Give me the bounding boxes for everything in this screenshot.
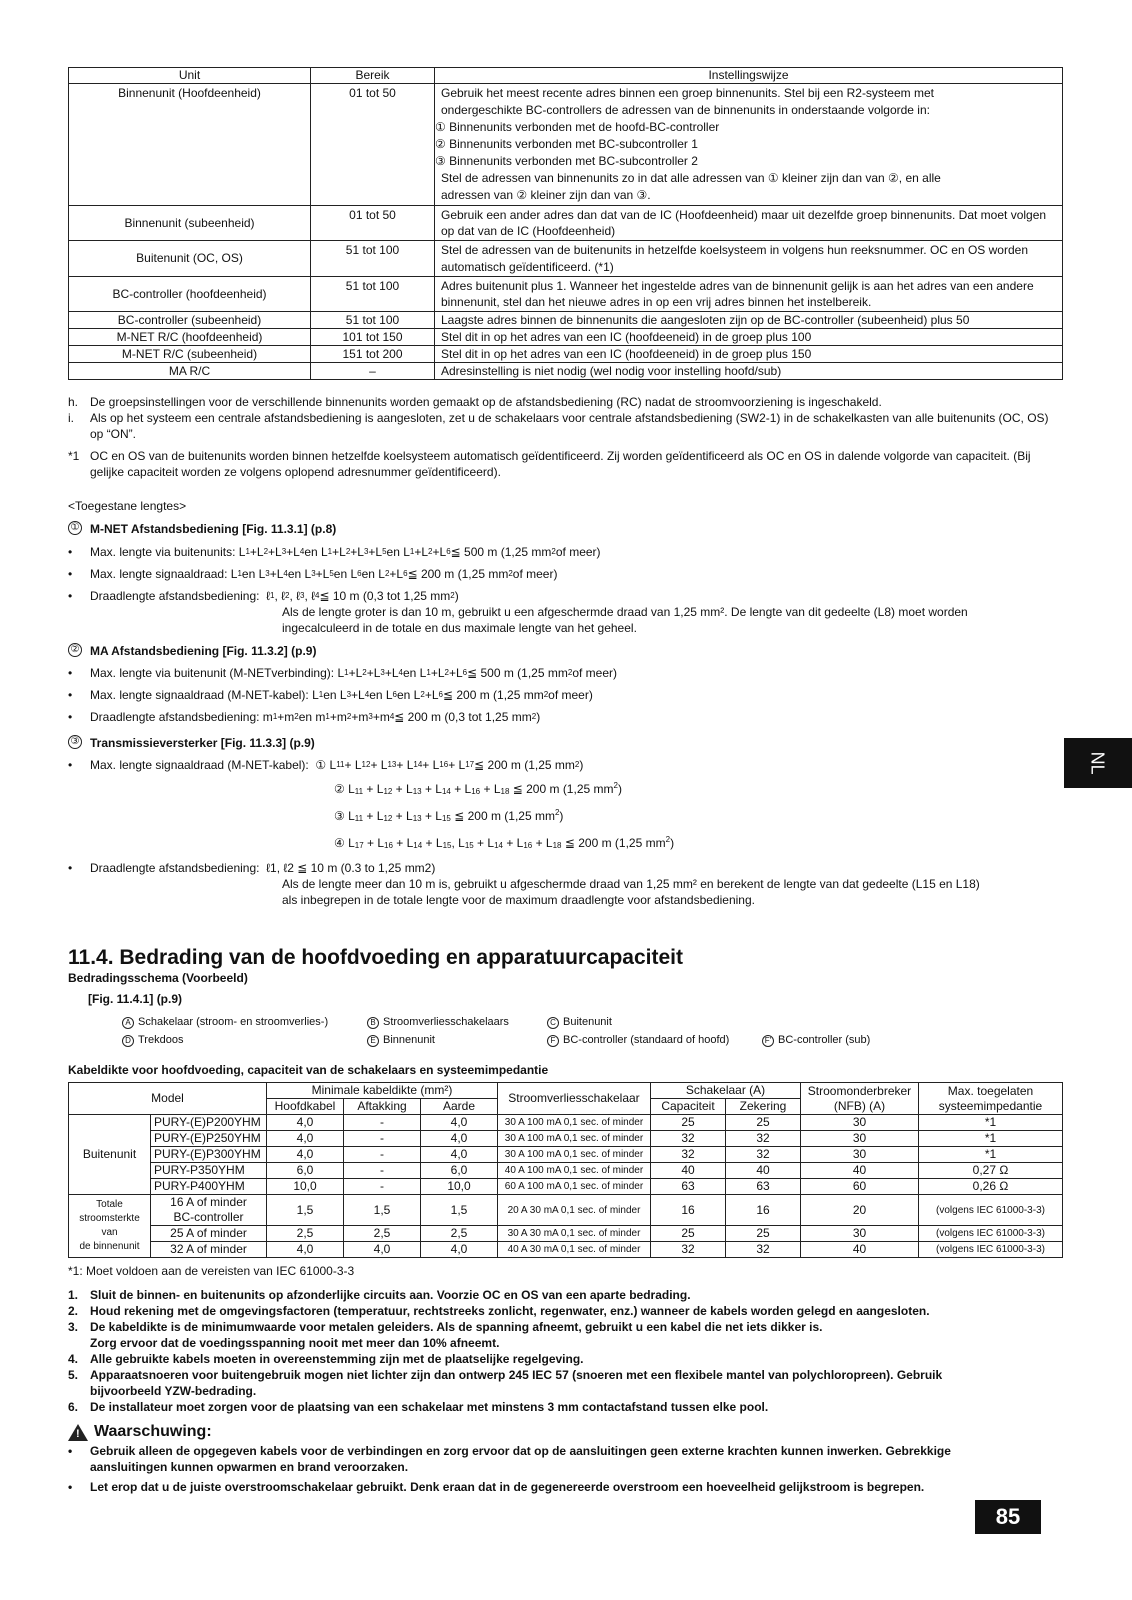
table-row: BC-controller (subeenheid) 51 tot 100 Laagste adres binnen de binnenunits die aangesloten zijn op de BC-controller (subeenheid) plus 50: [69, 312, 1063, 329]
table-row: PURY-P350YHM 6,0 - 6,0 40 A 100 mA 0,1 sec. of minder 40 40 40 0,27 Ω: [69, 1163, 1063, 1179]
table-row: 32 A of minder 4,0 4,0 4,0 40 A 30 mA 0,1 sec. of minder 32 32 40 (volgens IEC 61000-3-3): [69, 1242, 1063, 1258]
cable-table-title: Kabeldikte voor hoofdvoeding, capaciteit van de schakelaars en systeemimpedantie: [68, 1062, 549, 1077]
table-row: Totale stroomsterkte van de binnenunit 16 A of minder BC-controller 1,5 1,5 1,5 20 A 30 mA 0,1 sec. of minder 16 16 20 (volgens IEC 61000-3-3): [69, 1195, 1063, 1226]
warning-heading: ! Waarschuwing:: [68, 1421, 1063, 1443]
lengths-title: <Toegestane lengtes>: [68, 499, 187, 514]
table-footnote: *1: Moet voldoen aan de vereisten van IEC 61000-3-3: [68, 1264, 355, 1279]
table-row: 25 A of minder 2,5 2,5 2,5 30 A 30 mA 0,1 sec. of minder 25 25 30 (volgens IEC 61000-3-3): [69, 1226, 1063, 1242]
table-row: M-NET R/C (subeenheid) 151 tot 200 Stel dit in op het adres van een IC (hoofdeeneid) in de groep plus 150: [69, 346, 1063, 363]
col-header-range: Bereik: [311, 68, 435, 84]
table-row: MA R/C – Adresinstelling is niet nodig (wel nodig voor instelling hoofd/sub): [69, 363, 1063, 380]
table-row: BC-controller (hoofdeenheid) 51 tot 100 Adres buitenunit plus 1. Wanneer het ingestelde adres van de binnenunit gelijk is aan het adres van een andere binnenunit, stel dan het nieuwe adres in op een vrij adres binnen het instelbereik.: [69, 276, 1063, 311]
col-header-unit: Unit: [69, 68, 311, 84]
warning-icon: [68, 1424, 88, 1441]
figure-ref: [Fig. 11.4.1] (p.9): [88, 992, 183, 1007]
table-row: PURY-(E)P300YHM 4,0 - 4,0 30 A 100 mA 0,1 sec. of minder 32 32 30 *1: [69, 1147, 1063, 1163]
address-table: [68, 67, 1063, 380]
col-header-method: Instellingswijze: [435, 68, 1063, 84]
warning-list: • Gebruik alleen de opgegeven kabels voor de verbindingen en zorg ervoor dat op de aansluitingen geen externe krachten kunnen inwerken. Gebrekkige aansluitingen kunnen opwarmen en brand veroorzaken. • Let erop dat u de juiste overstroomschakelaar gebruikt. Denk eraan dat in de gegenereerde overstroom een hoeveelheid gelijkstroom is begrepen.: [68, 1443, 951, 1494]
page-content: [68, 67, 1063, 1495]
language-tab: NL: [1064, 738, 1132, 788]
page-number: 85: [975, 1500, 1041, 1534]
table-row: Buitenunit PURY-(E)P200YHM 4,0 - 4,0 30 A 100 mA 0,1 sec. of minder 25 25 30 *1: [69, 1115, 1063, 1131]
table-row: Buitenunit (OC, OS) 51 tot 100 Stel de adressen van de buitenunits in hetzelfde koelsysteem in volgens hun reeksnummer. OC en OS worden automatisch geïdentificeerd. (*1): [69, 241, 1063, 276]
table-row: PURY-P400YHM 10,0 - 10,0 60 A 100 mA 0,1 sec. of minder 63 63 60 0,26 Ω: [69, 1179, 1063, 1195]
wiring-rules: 1. Sluit de binnen- en buitenunits op afzonderlijke circuits aan. Voorzie OC en OS van een aparte bedrading. 2. Houd rekening met de omgevingsfactoren (temperatuur, rechtstreeks zonlicht, regenwater, enz.) wanneer de kabels worden gelegd en aangesloten. 3. De kabeldikte is de minimumwaarde voor metalen geleiders. Als de spanning afneemt, gebruikt u een kabel die net iets dikker is. Zorg ervoor dat de voedingsspanning nooit met meer dan 10% afneemt. 4. Alle gebruikte kabels moeten in overeenstemming zijn met de plaatselijke regelgeving. 5. Apparaatsnoeren voor buitengebruik mogen niet lichter zijn dan ontwerp 245 IEC 57 (snoeren met een flexibele mantel van polychloropreen). Gebruik bijvoorbeeld YZW-bedrading. 6. De installateur moet zorgen voor de plaatsing van een schakelaar met minstens 3 mm contactafstand tussen elke pool.: [68, 1288, 943, 1415]
figure-legend: A Schakelaar (stroom- en stroomverlies-) B Stroomverliesschakelaars C Buitenunit D Trekdoos E Binnenunit F BC-controller (standaard of hoofd) F' BC-controller (sub): [122, 1015, 1063, 1048]
table-row: Binnenunit (Hoofdeenheid) 01 tot 50 Gebruik het meest recente adres binnen een groep binnenunits. Stel bij een R2-systeem met ondergeschikte BC-controllers de adressen van de binnenunits in onderstaande volgorde in: ① Binnenunits verbonden met de hoofd-BC-controller ② Binnenunits verbonden met BC-subcontroller 1 ③ Binnenunits verbonden met BC-subcontroller 2 Stel de adressen van binnenunits zo in dat alle adressen van ① kleiner zijn dan van ②, en alle adressen van ② kleiner zijn dan van ③.: [69, 84, 1063, 206]
allowed-lengths: <Toegestane lengtes> ① M-NET Afstandsbediening [Fig. 11.3.1] (p.8) • Max. lengte via buitenunits: L 1 +L 2 +L 3 +L 4 en L 1 +L 2 +L 3 +L 5 en L 1 +L 2 +L 6 ≦ 500 m (1,25 mm 2 of meer) • Max. lengte signaaldraad: L 1 en L 3 +L 4 en L 3 +L 5 en L 6 en L 2 +L 6 ≦ 200 m (1,25 mm 2 of meer) • Draadlengte afstandsbediening: ℓ 1 , ℓ 2 , ℓ 3 , ℓ 4 ≦ 10 m (0,3 tot 1,25 mm 2 ) Als de lengte groter is dan 10 m, gebruikt u een afgeschermde draad van 1,25 mm². De lengte van dit gedeelte (L8) moet worden ingecalculeerd in de totale en dus maximale lengte van het geheel. ② MA Afstandsbediening [Fig. 11.3.2] (p.9) • Max. lengte via buitenunit (M-NETverbinding): L 1 +L 2 +L 3 +L 4 en L 1 +L 2 +L 6 ≦ 500 m (1,25 mm 2 of meer) • Max. lengte signaaldraad (M-NET-kabel): L 1 en L 3 +L 4 en L 6 en L 2 +L 6 ≦ 200 m (1,25 mm 2 of meer) • Draadlengte afstandsbediening: m 1 +m 2 en m 1 +m 2 +m 3 +m 4 ≦ 200 m (0,3 tot 1,25 mm 2 ) ③ Transmissieversterker [Fig. 11.3.3] (p.9) • Max. lengte signaaldraad (M-NET-kabel): ① L 11 + L 12 + L 13 + L 14 + L 16 + L 17 ≦ 200 m (1,25 mm 2 ) ② $L_{11} + L_{12} + L_{13} + L_{14} + L_{16} + L_{18}$ ≦ 200 m (1,25 $mm^2$) ③ $L_{11} + L_{12} + L_{13} + L_{15}$ ≦ 200 m (1,25 $mm^2$) ④ $L_{17} + L_{16} + L_{14} + L_{15}$, $L_{15} + L_{14} + L_{16} + L_{18}$ ≦ 200 m (1,25 $mm^2$) • Draadlengte afstandsbediening: ℓ1, ℓ2 ≦ 10 m (0.3 to 1,25 mm2) Als de lengte meer dan 10 m is, gebruikt u afgeschermde draad van 1,25 mm² en berekent de lengte van dat gedeelte (L15 en L18) als inbegrepen in de totale lengte voor de maximum draadlengte voor afstandsbediening.: [68, 498, 1063, 908]
notes: h. De groepsinstellingen voor de verschillende binnenunits worden gemaakt op de afstandsbediening (RC) nadat de stroomvoorziening is ingeschakeld. i. Als op het systeem een centrale afstandsbediening is aangesloten, zet u de schakelaars voor centrale afstandsbediening (SW2-1) in de schakelkasten van alle buitenunits (OC, OS) op “ON”. *1 OC en OS van de buitenunits worden binnen hetzelfde koelsysteem automatisch geïdentificeerd. Zij worden geïdentificeerd als OC en OS in dalende volgorde van capaciteit. (Bij gelijke capaciteit worden ze volgens oplopend adresnummer geïdentificeerd).: [68, 395, 1049, 480]
table-row: M-NET R/C (hoofdeenheid) 101 tot 150 Stel dit in op het adres van een IC (hoofdeeneid) in de groep plus 100: [69, 329, 1063, 346]
cable-table: Model Minimale kabeldikte (mm²) Stroomverliesschakelaar Schakelaar (A) Stroomonderbreker (NFB) (A) Max. toegelaten systeemimpedantie Hoofdkabel Aftakking Aarde Capaciteit Zekering Buitenunit PURY-(E)P200YHM 4,0 - 4,0 30 A 100 mA 0,1 sec. of minder 25 25 30 *1 PURY-(E)P250YHM 4,0 - 4,0 30 A 100 mA 0,1 sec. of minder 32 32 30 *1 PURY-(E)P300YHM 4,0 - 4,0 30 A 100 mA 0,1 sec. of minder 32 32 30 *1 PURY-P350YHM 6,0 - 6,0 40 A 100 mA 0,1 sec. of minder 40 40 40 0,27 Ω PURY-P400YHM 10,0 - 10,0 60 A 100 mA 0,1 sec. of minder 63 63 60 0,26 Ω Totale stroomsterkte van de binnenunit 16 A of minder BC-controller 1,5 1,5 1,5 20 A 30 mA 0,1 sec. of minder 16 16 20 (volgens IEC 61000-3-3) 25 A of minder 2,5 2,5 2,5 30 A 30 mA 0,1 sec. of minder 25 25 30 (volgens IEC 61000-3-3) 32 A of minder 4,0 4,0 4,0 40 A 30 mA 0,1 sec. of minder 32 32 40 (volgens IEC 61000-3-3): [68, 1082, 1063, 1258]
table-row: PURY-(E)P250YHM 4,0 - 4,0 30 A 100 mA 0,1 sec. of minder 32 32 30 *1: [69, 1131, 1063, 1147]
section-subtitle: Bedradingsschema (Voorbeeld): [68, 970, 248, 985]
table-row: Binnenunit (subeenheid) 01 tot 50 Gebruik een ander adres dan dat van de IC (Hoofdeenheid) maar uit dezelfde groep binnenunits. Dat moet volgen op dat van de IC (Hoofdeenheid): [69, 206, 1063, 241]
section-title: 11.4. Bedrading van de hoofdvoeding en apparatuurcapaciteit: [68, 945, 683, 969]
